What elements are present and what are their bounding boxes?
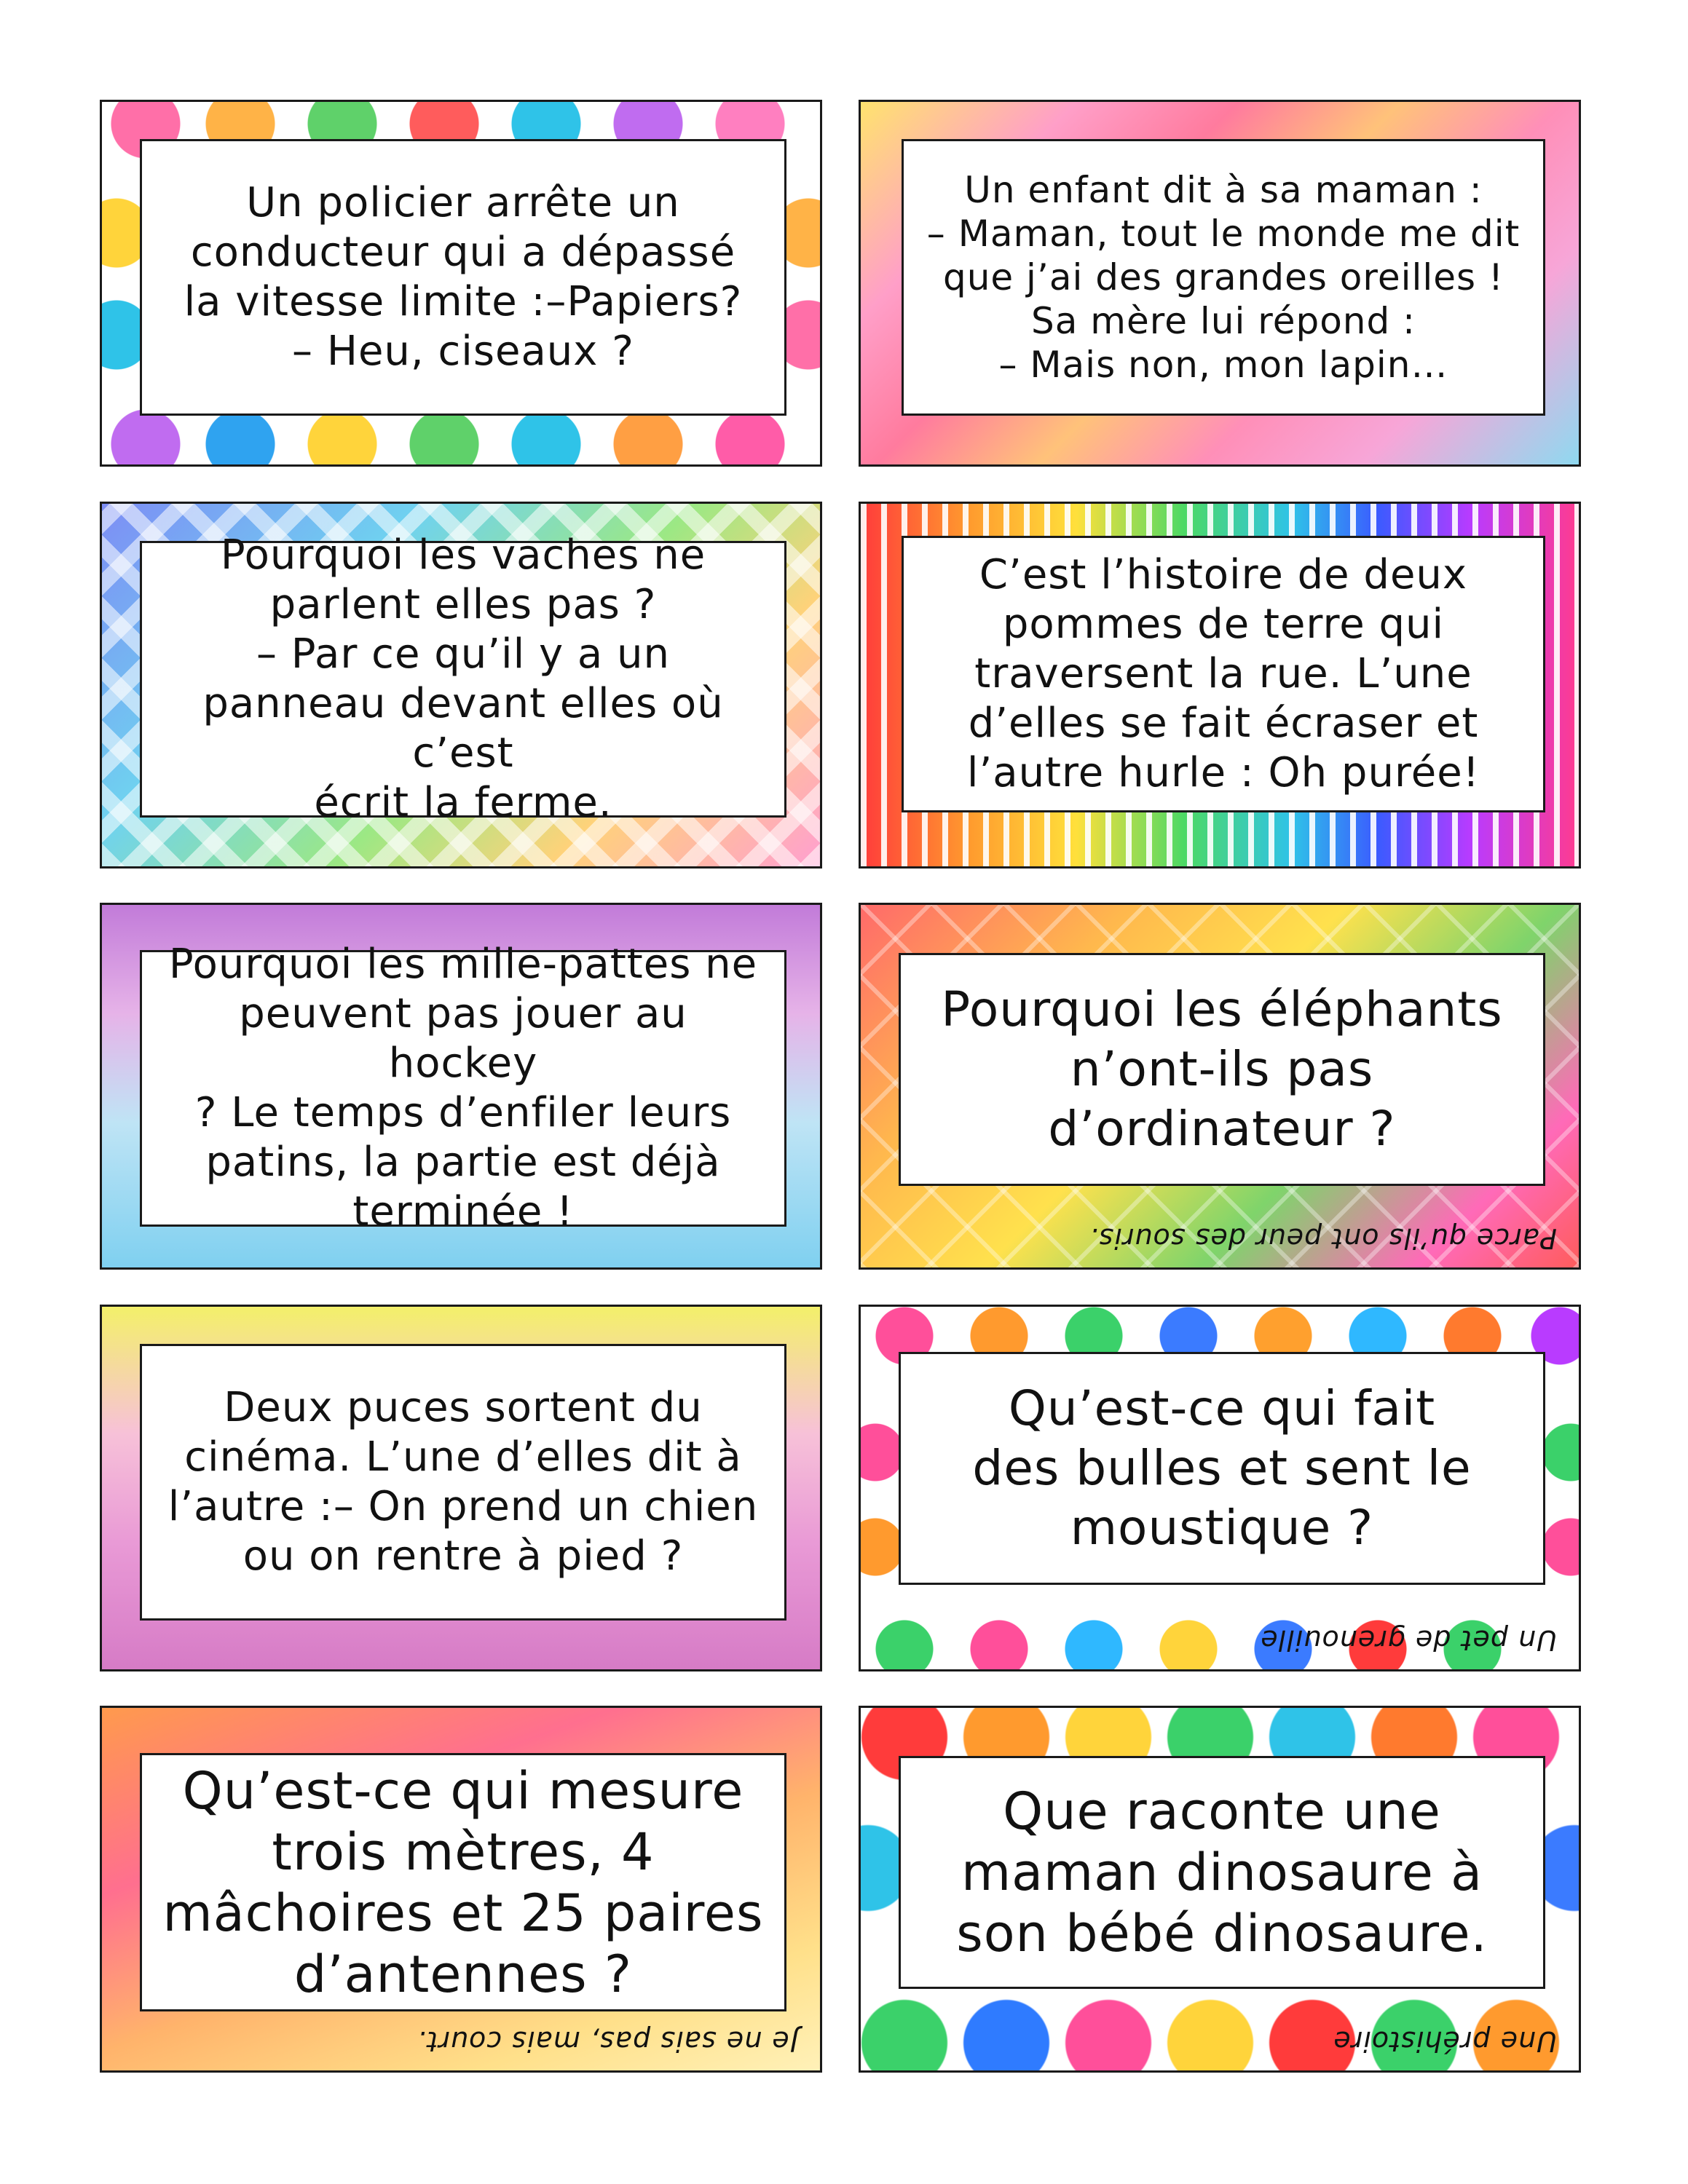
joke-box [899, 953, 1545, 1186]
joke-box [140, 139, 786, 416]
joke-card-9 [100, 1706, 822, 2073]
joke-box [899, 1352, 1545, 1585]
joke-card-2 [859, 100, 1581, 467]
joke-card-1 [100, 100, 822, 467]
joke-text: Un enfant dit à sa maman : – Maman, tout le monde me dit que j’ai des grandes oreilles ! Sa mère lui répond : – Mais non, mon lapin… [926, 169, 1521, 386]
joke-text: Deux puces sortent du cinéma. L’une d’elles dit à l’autre :– On prend un chien ou on rentre à pied ? [167, 1384, 759, 1580]
joke-card-4 [859, 502, 1581, 869]
joke-text: Qu’est-ce qui fait des bulles et sent le moustique ? [972, 1380, 1472, 1556]
joke-text: Que raconte une maman dinosaure à son bébé dinosaure. [956, 1781, 1488, 1963]
joke-text: Pourquoi les mille-pattes ne peuvent pas jouer au hockey ? Le temps d’enfiler leurs patins, la partie est déjà terminée ! [168, 941, 758, 1235]
joke-box [140, 531, 786, 826]
joke-text: C’est l’histoire de deux pommes de terre qui traversent la rue. L’une d’elles se fait écraser et l’autre hurle : Oh purée! [966, 551, 1480, 796]
joke-box [140, 1753, 786, 2011]
joke-box [140, 941, 786, 1235]
joke-text: Pourquoi les éléphants n’ont-ils pas d’ordinateur ? [941, 981, 1503, 1157]
joke-text: Un policier arrête un conducteur qui a dépassé la vitesse limite :–Papiers? – Heu, ciseaux ? [184, 179, 743, 375]
joke-card-8 [859, 1305, 1581, 1671]
upside-down-answer: Une préhistoire [1333, 2025, 1557, 2057]
joke-card-6 [859, 903, 1581, 1270]
joke-card-3 [100, 502, 822, 869]
upside-down-answer: Un pet de grenouille [1260, 1624, 1557, 1656]
upside-down-answer: Parce qu’ils ont peur des souris. [1089, 1222, 1557, 1254]
joke-text: Pourquoi les vaches ne parlent elles pas ? – Par ce qu’il y a un panneau devant elles où c’est écrit la ferme. [202, 531, 724, 826]
joke-card-5 [100, 903, 822, 1270]
joke-box [902, 139, 1545, 416]
upside-down-answer: Je ne sais pas, mais court. [417, 2025, 798, 2057]
joke-box [140, 1344, 786, 1621]
joke-text: Qu’est-ce qui mesure trois mètres, 4 mâchoires et 25 paires d’antennes ? [162, 1760, 764, 2004]
joke-box [899, 1756, 1545, 1989]
joke-card-7 [100, 1305, 822, 1671]
joke-box [902, 536, 1545, 812]
joke-card-10 [859, 1706, 1581, 2073]
